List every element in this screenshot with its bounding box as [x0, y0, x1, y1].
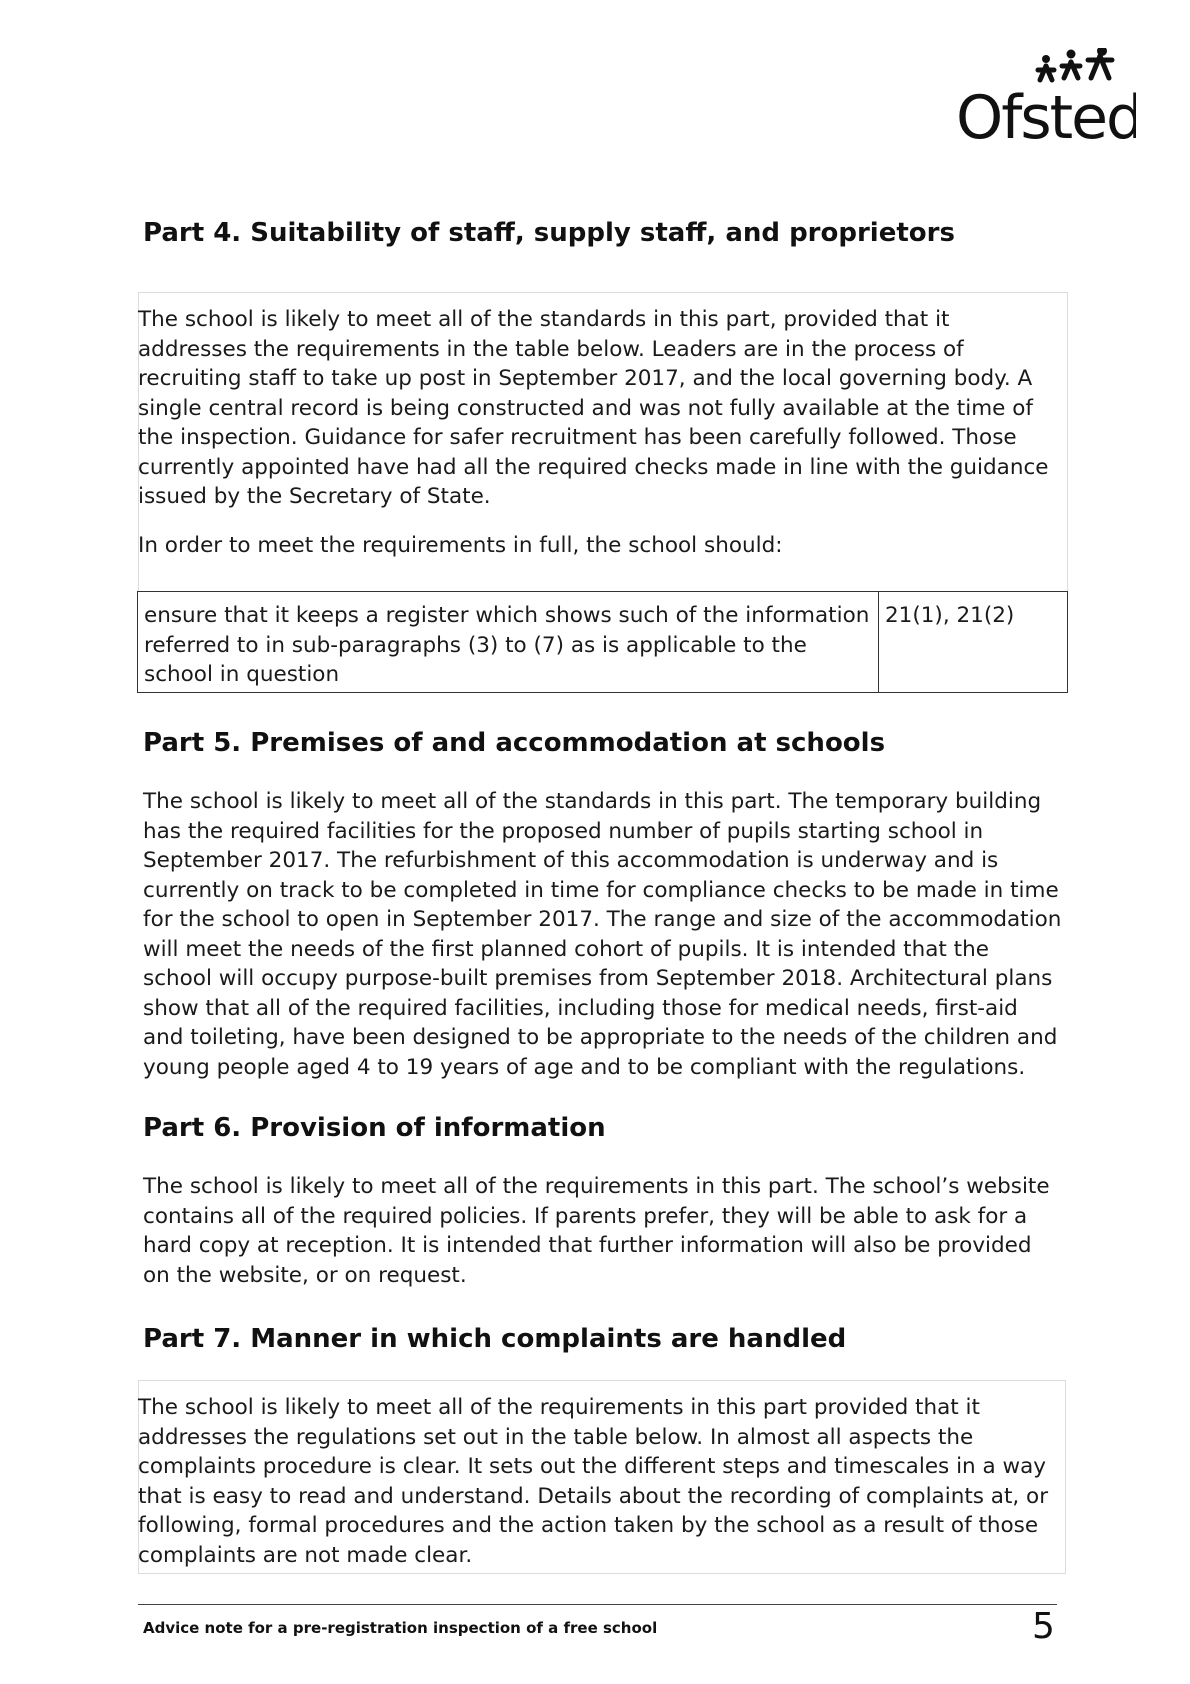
regulation-reference-cell: 21(1), 21(2)	[885, 603, 1015, 628]
footer-title: Advice note for a pre-registration inspection of a free school	[143, 1619, 658, 1637]
part4-paragraph-2: In order to meet the requirements in full, the school should:	[138, 533, 783, 558]
ofsted-logo-graphic	[956, 48, 1136, 148]
part5-heading: Part 5. Premises of and accommodation at schools	[143, 728, 886, 758]
part7-heading: Part 7. Manner in which complaints are handled	[143, 1324, 847, 1354]
part4-paragraph-1: The school is likely to meet all of the standards in this part, provided that it addresses the requirements in the table below. Leaders are in the process of recruiting staff to take up post in September 2017, and the local governing body. A single central record is being constructed and was not fully available at the time of the inspection. Guidance for safer recruitment has been carefully followed. Those currently appointed have had all the required checks made in line with the guidance issued by the Secretary of State.	[138, 307, 1049, 509]
requirements-table	[137, 591, 1068, 693]
part7-paragraph: The school is likely to meet all of the requirements in this part provided that it addresses the regulations set out in the table below. In almost all aspects the complaints procedure is clear. It sets out the different steps and timescales in a way that is easy to read and understand. Details about the recording of complaints at, or following, formal procedures and the action taken by the school as a result of those complaints are not made clear.	[138, 1395, 1049, 1568]
ofsted-logo	[956, 48, 1136, 148]
part5-paragraph: The school is likely to meet all of the standards in this part. The temporary building has the required facilities for the proposed number of pupils starting school in September 2017. The refurbishment of this accommodation is underway and is currently on track to be completed in time for compliance checks to be made in time for the school to open in September 2017. The range and size of the accommodation will meet the needs of the first planned cohort of pupils. It is intended that the school will occupy purpose-built premises from September 2018. Architectural plans show that all of the required facilities, including those for medical needs, first-aid and toileting, have been designed to be appropriate to the needs of the children and young people aged 4 to 19 years of age and to be compliant with the regulations.	[143, 789, 1062, 1080]
ofsted-logo-text: Ofsted	[956, 83, 1136, 148]
part6-paragraph: The school is likely to meet all of the requirements in this part. The school’s website contains all of the required policies. If parents prefer, they will be able to ask for a hard copy at reception. It is intended that further information will also be provided on the website, or on request.	[143, 1174, 1050, 1288]
requirement-cell: ensure that it keeps a register which shows such of the information referred to in sub-paragraphs (3) to (7) as is applicable to the school in question	[138, 592, 879, 692]
page-number: 5	[1032, 1606, 1055, 1647]
part6-heading: Part 6. Provision of information	[143, 1113, 606, 1143]
footer-divider	[138, 1604, 1057, 1605]
part4-heading: Part 4. Suitability of staff, supply staff, and proprietors	[143, 218, 955, 248]
